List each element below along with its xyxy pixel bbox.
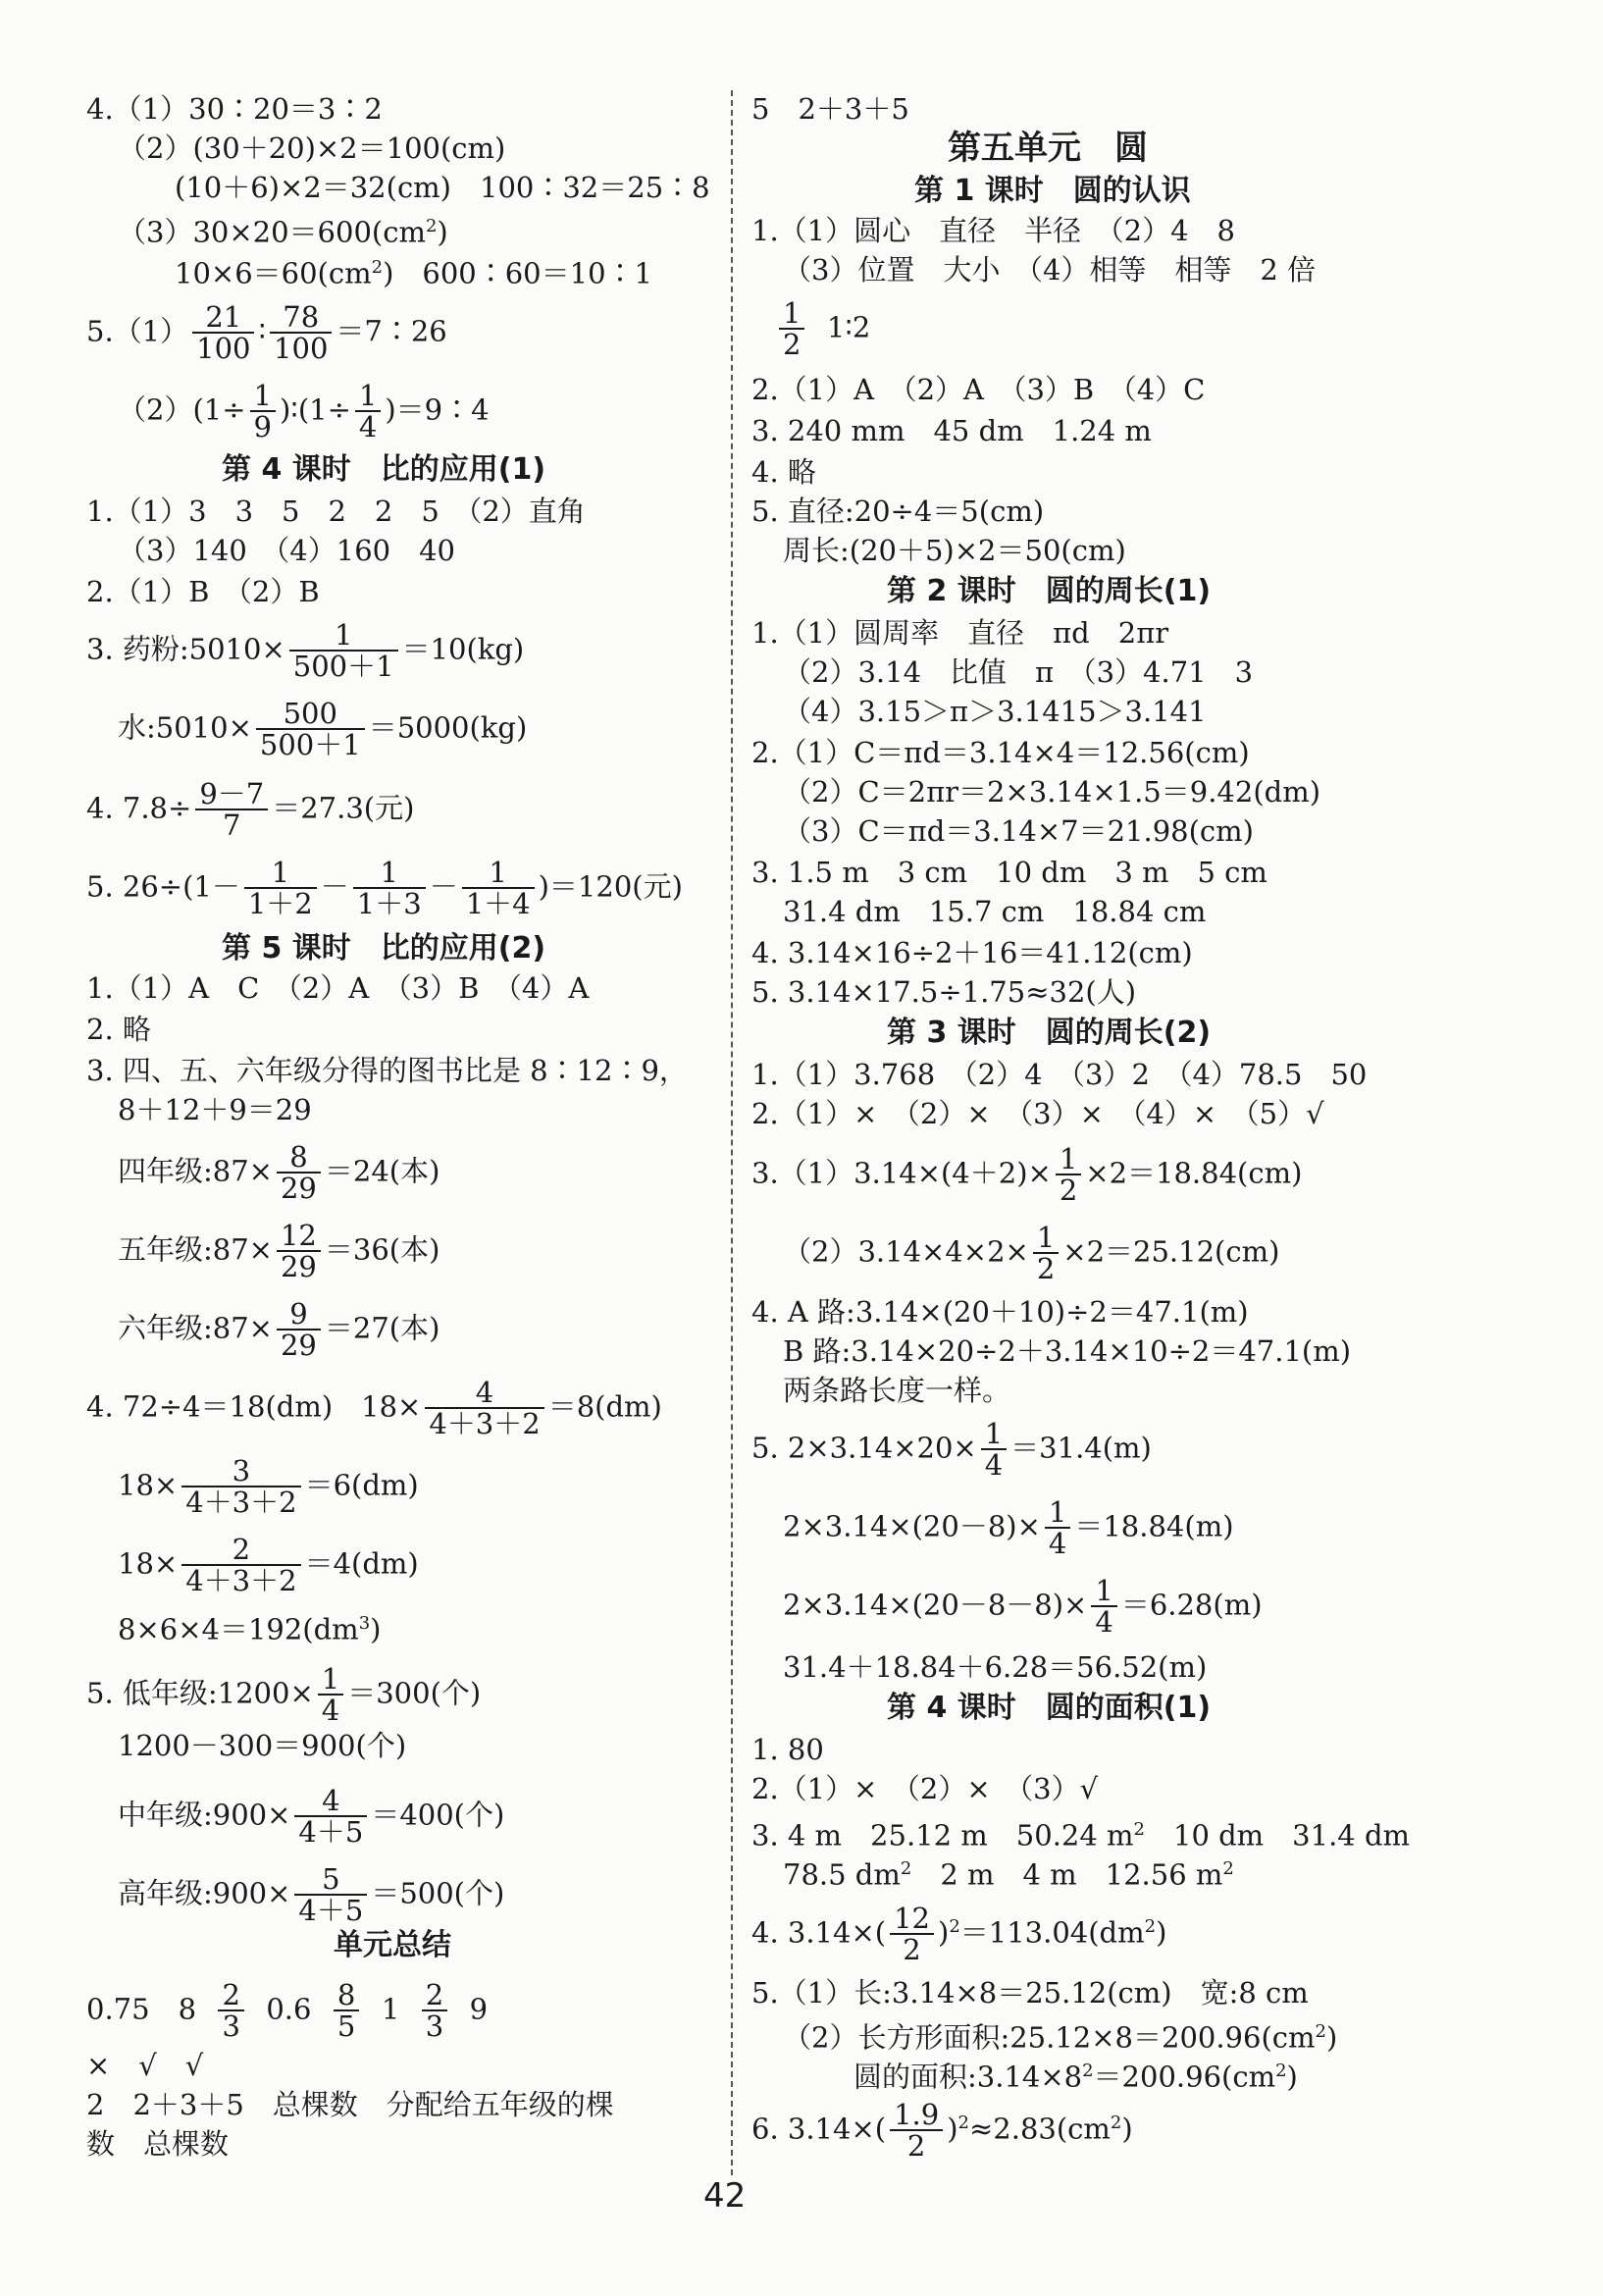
answer-line: 4. 略 bbox=[751, 455, 816, 489]
answer-line: 圆的面积$:3.14\times 8^2=200.96(cm^2)$ bbox=[853, 2060, 1298, 2094]
page-number: 42 bbox=[703, 2176, 747, 2216]
answer-line: 2 2＋3＋5 总棵数 分配给五年级的棵 bbox=[86, 2088, 614, 2121]
answer-line: 31.4＋18.84＋6.28＝56.52(m) bbox=[783, 1650, 1208, 1684]
section-heading: 第 4 课时 比的应用(1) bbox=[222, 452, 546, 487]
answer-line: 2.（1）C＝πd＝3.14×4＝12.56(cm) bbox=[751, 736, 1250, 769]
answer-line: (10＋6)×2＝32(cm) 100∶32＝25∶8 bbox=[175, 171, 710, 204]
right-column bbox=[726, 0, 1603, 2296]
answer-line: 中年级:900× $\frac{4}{4+5}$ ＝400(个) bbox=[118, 1784, 505, 1850]
answer-line: 4.（1）30∶20＝3∶2 bbox=[86, 92, 383, 126]
answer-line: 1200－300＝900(个) bbox=[118, 1729, 407, 1762]
answer-line: （2）长方形面积$:25.12\times 8=200.96(cm^2)$ bbox=[783, 2020, 1338, 2055]
answer-line: $\frac{1}{2}$ 1∶2 bbox=[775, 298, 870, 360]
answer-line: 3. 4 m 25.12 m 50.24 $m^2$ 10 dm 31.4 dm bbox=[751, 1818, 1411, 1852]
answer-line: $(3)30\times 20=600(cm^2)$ bbox=[118, 215, 448, 249]
answer-line: 5. 3.14×17.5÷1.75≈32(人) bbox=[751, 975, 1137, 1009]
answer-line: 2.（1）× （2）× （3）√ bbox=[751, 1772, 1099, 1805]
section-heading: 第 4 课时 圆的面积(1) bbox=[887, 1691, 1212, 1725]
answer-line: 2×3.14×(20－8－8)× $\frac{1}{4}$ ＝6.28(m) bbox=[783, 1574, 1263, 1640]
section-heading: 第 2 课时 圆的周长(1) bbox=[887, 574, 1212, 608]
answer-line: 4. 3.14×16÷2＋16＝41.12(cm) bbox=[751, 936, 1193, 969]
answer-line: 5. 26÷(1－ $\frac{1}{1+2}$ － $\frac{1}{1+3}$ － $\frac{1}{1+4}$ )＝120(元) bbox=[86, 856, 683, 921]
section-heading: 第 1 课时 圆的认识 bbox=[914, 174, 1191, 208]
answer-line: 18× $\frac{3}{4+3+2}$ ＝6(dm) bbox=[118, 1454, 419, 1520]
answer-line: 4. 7.8÷ $\frac{9-7}{7}$ ＝27.3(元) bbox=[86, 777, 415, 843]
answer-line: 18× $\frac{2}{4+3+2}$ ＝4(dm) bbox=[118, 1533, 419, 1598]
answer-line: 5.（1） $\frac{21}{100}$ ∶ $\frac{78}{100}$ ＝7∶26 bbox=[86, 300, 447, 366]
answer-line: 1.（1）A C （2）A （3）B （4）A bbox=[86, 971, 590, 1005]
answer-line: $8\times 6\times 4=192(dm^3)$ bbox=[118, 1612, 382, 1646]
unit-title: 第五单元 圆 bbox=[948, 129, 1148, 168]
answer-line: 4. 3.14×( $\frac{12}{2}$ )$^2=113.04(dm^2)$ bbox=[751, 1902, 1167, 1967]
answer-line: 3.（1）3.14×(4＋2)× $\frac{1}{2}$ ×2＝18.84(cm) bbox=[751, 1142, 1303, 1208]
answer-line: 四年级:87× $\frac{8}{29}$ ＝24(本) bbox=[118, 1140, 440, 1206]
answer-line: 六年级:87× $\frac{9}{29}$ ＝27(本) bbox=[118, 1297, 440, 1363]
answer-line: 高年级:900× $\frac{5}{4+5}$ ＝500(个) bbox=[118, 1862, 505, 1928]
answer-line: 3. 240 mm 45 dm 1.24 m bbox=[751, 414, 1152, 447]
answer-line: 31.4 dm 15.7 cm 18.84 cm bbox=[783, 895, 1207, 928]
answer-line: 5. 直径:20÷4＝5(cm) bbox=[751, 495, 1045, 528]
answer-line: 1.（1）圆周率 直径 πd 2πr bbox=[751, 616, 1169, 650]
answer-line: 5. 低年级:1200× $\frac{1}{4}$ ＝300(个) bbox=[86, 1662, 482, 1728]
answer-line: 6. 3.14×( $\frac{1.9}{2}$ )$^2\approx 2.83(cm^2)$ bbox=[751, 2098, 1133, 2164]
answer-line: 周长:(20＋5)×2＝50(cm) bbox=[783, 534, 1126, 567]
answer-line: （2）(1÷ $\frac{1}{9}$ )∶(1÷ $\frac{1}{4}$ )＝9∶4 bbox=[118, 379, 490, 444]
answer-line: B 路:3.14×20÷2＋3.14×10÷2＝47.1(m) bbox=[783, 1334, 1352, 1368]
answer-line: 2. 略 bbox=[86, 1013, 151, 1046]
answer-line: （3）140 （4）160 40 bbox=[118, 534, 456, 567]
answer-line: 1.（1）3 3 5 2 2 5 （2）直角 bbox=[86, 495, 586, 528]
answer-line: 两条路长度一样。 bbox=[783, 1374, 1011, 1407]
answer-line: 3. 药粉:5010× $\frac{1}{500+1}$ ＝10(kg) bbox=[86, 618, 525, 684]
answer-line: （3）C＝πd＝3.14×7＝21.98(cm) bbox=[783, 814, 1254, 848]
answer-line: 3. 1.5 m 3 cm 10 dm 3 m 5 cm bbox=[751, 856, 1267, 889]
answer-line: 4. 72÷4＝18(dm) 18× $\frac{4}{4+3+2}$ ＝8(dm) bbox=[86, 1376, 662, 1441]
answer-line: 水:5010× $\frac{500}{500+1}$ ＝5000(kg) bbox=[118, 697, 528, 762]
answer-line: × √ √ bbox=[86, 2049, 204, 2082]
answer-line: 1.（1）圆心 直径 半径 （2）4 8 bbox=[751, 214, 1235, 247]
answer-line: （2）(30＋20)×2＝100(cm) bbox=[118, 131, 506, 165]
answer-line: 2.（1）A （2）A （3）B （4）C bbox=[751, 373, 1206, 406]
answer-line: 78.5 $dm^2$ 2 m 4 m 12.56 $m^2$ bbox=[783, 1857, 1234, 1892]
answer-line: （2）3.14×4×2× $\frac{1}{2}$ ×2＝25.12(cm) bbox=[783, 1221, 1280, 1286]
answer-line: （2）3.14 比值 π （3）4.71 3 bbox=[783, 655, 1254, 689]
answer-line: 3. 四、五、六年级分得的图书比是 8∶12∶9， bbox=[86, 1054, 688, 1087]
answer-line: 4. A 路:3.14×(20＋10)÷2＝47.1(m) bbox=[751, 1295, 1249, 1329]
answer-line: 5 2＋3＋5 bbox=[751, 92, 909, 126]
section-heading: 第 3 课时 圆的周长(2) bbox=[887, 1016, 1212, 1050]
answer-line: 2×3.14×(20－8)× $\frac{1}{4}$ ＝18.84(m) bbox=[783, 1495, 1234, 1561]
answer-line: （4）3.15＞π＞3.1415＞3.141 bbox=[783, 695, 1207, 728]
answer-line: 5. 2×3.14×20× $\frac{1}{4}$ ＝31.4(m) bbox=[751, 1417, 1152, 1483]
answer-line: 五年级:87× $\frac{12}{29}$ ＝36(本) bbox=[118, 1219, 440, 1284]
section-heading: 第 5 课时 比的应用(2) bbox=[222, 931, 546, 965]
answer-line: 5.（1）长:3.14×8＝25.12(cm) 宽:8 cm bbox=[751, 1976, 1309, 2009]
answer-line: 8＋12＋9＝29 bbox=[118, 1093, 312, 1126]
section-heading: 单元总结 bbox=[334, 1928, 451, 1962]
answer-line: 1. 80 bbox=[751, 1733, 824, 1766]
answer-line: $10\times 6=60(cm^2)$ 600∶60＝10∶1 bbox=[175, 256, 652, 290]
answer-line: 数 总棵数 bbox=[86, 2127, 230, 2161]
left-column bbox=[0, 0, 726, 2296]
answer-line: （2）C＝2πr＝2×3.14×1.5＝9.42(dm) bbox=[783, 775, 1321, 809]
answer-line: 2.（1）B （2）B bbox=[86, 575, 320, 608]
answer-line: （3）位置 大小 （4）相等 相等 2 倍 bbox=[783, 253, 1317, 287]
answer-line: 2.（1）× （2）× （3）× （4）× （5）√ bbox=[751, 1097, 1324, 1130]
answer-line: 1.（1）3.768 （2）4 （3）2 （4）78.5 50 bbox=[751, 1058, 1368, 1091]
answer-line: 0.75 8 $\frac{2}{3}$ 0.6 $\frac{8}{5}$ 1 $\frac{2}{3}$ 9 bbox=[86, 1978, 489, 2044]
